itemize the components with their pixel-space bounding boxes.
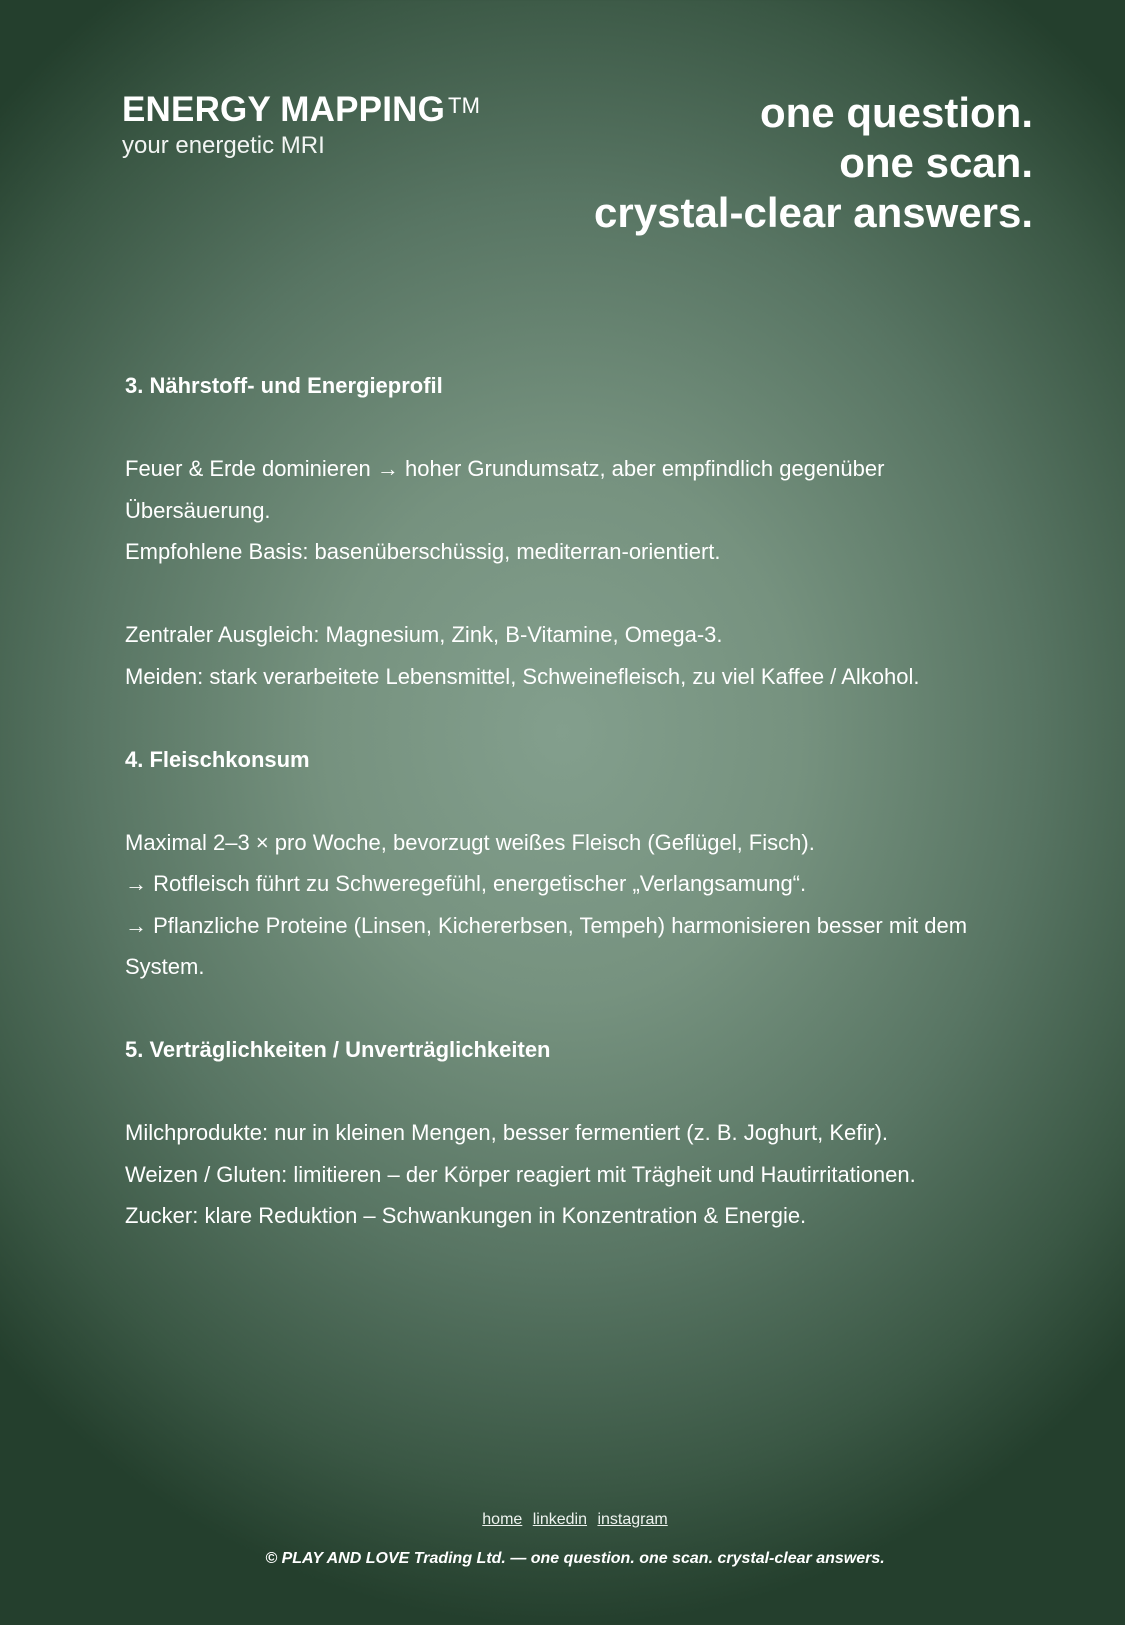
brand-title	[122, 86, 480, 130]
tagline-line: one question.	[760, 89, 1033, 136]
text-line: Meiden: stark verarbeitete Lebensmittel, Schweinefleisch, zu viel Kaffee / Alkohol.	[125, 663, 920, 689]
trademark-symbol: TM	[448, 93, 481, 118]
tagline	[594, 88, 1033, 238]
text-line: Weizen / Gluten: limitieren – der Körper reagiert mit Trägheit und Hautirritationen.	[125, 1161, 916, 1187]
footer-nav	[0, 1508, 1125, 1532]
text-line: → Rotfleisch führt zu Schweregefühl, energetischer „Verlangsamung“.	[125, 871, 807, 896]
copyright-text: © PLAY AND LOVE Trading Ltd. — one question. one scan. crystal-clear answers.	[265, 1550, 885, 1567]
section-heading: 3. Nährstoff- und Energieprofil	[125, 373, 443, 398]
tagline-line: one scan.	[839, 139, 1033, 186]
main-content	[125, 365, 1025, 1278]
text-line: Übersäuerung.	[125, 497, 271, 523]
section-heading: 4. Fleischkonsum	[125, 746, 310, 772]
text-line: Milchprodukte: nur in kleinen Mengen, besser fermentiert (z. B. Joghurt, Kefir).	[125, 1120, 889, 1145]
brand-subtitle: your energetic MRI	[122, 132, 325, 159]
section-tolerances	[125, 1029, 1025, 1237]
footer-link-instagram[interactable]: instagram	[597, 1511, 668, 1528]
brand-name: ENERGY MAPPING	[122, 90, 446, 129]
text-line: → Pflanzliche Proteine (Linsen, Kichererbsen, Tempeh) harmonisieren besser mit dem	[125, 912, 968, 938]
section-meat-consumption	[125, 739, 1025, 988]
paragraph	[125, 822, 1025, 988]
text-line: Empfohlene Basis: basenüberschüssig, mediterran-orientiert.	[125, 539, 721, 564]
footer-link-linkedin[interactable]: linkedin	[532, 1511, 588, 1528]
text-line: Zentraler Ausgleich: Magnesium, Zink, B-Vitamine, Omega-3.	[125, 622, 723, 647]
paragraph	[125, 1112, 1025, 1237]
section-nutrient-profile	[125, 365, 1025, 697]
paragraph	[125, 448, 1025, 573]
footer-link-home[interactable]: home	[482, 1511, 523, 1528]
section-heading: 5. Verträglichkeiten / Unverträglichkeiten	[125, 1037, 551, 1062]
tagline-line: crystal-clear answers.	[594, 189, 1033, 236]
paragraph	[125, 614, 1025, 697]
text-line: Maximal 2–3 × pro Woche, bevorzugt weißes Fleisch (Geflügel, Fisch).	[125, 829, 815, 855]
text-line: Feuer & Erde dominieren → hoher Grundumsatz, aber empfindlich gegenüber	[125, 456, 885, 481]
brand-block	[122, 86, 480, 160]
text-line: System.	[125, 954, 205, 979]
text-line: Zucker: klare Reduktion – Schwankungen in Konzentration & Energie.	[125, 1203, 807, 1228]
